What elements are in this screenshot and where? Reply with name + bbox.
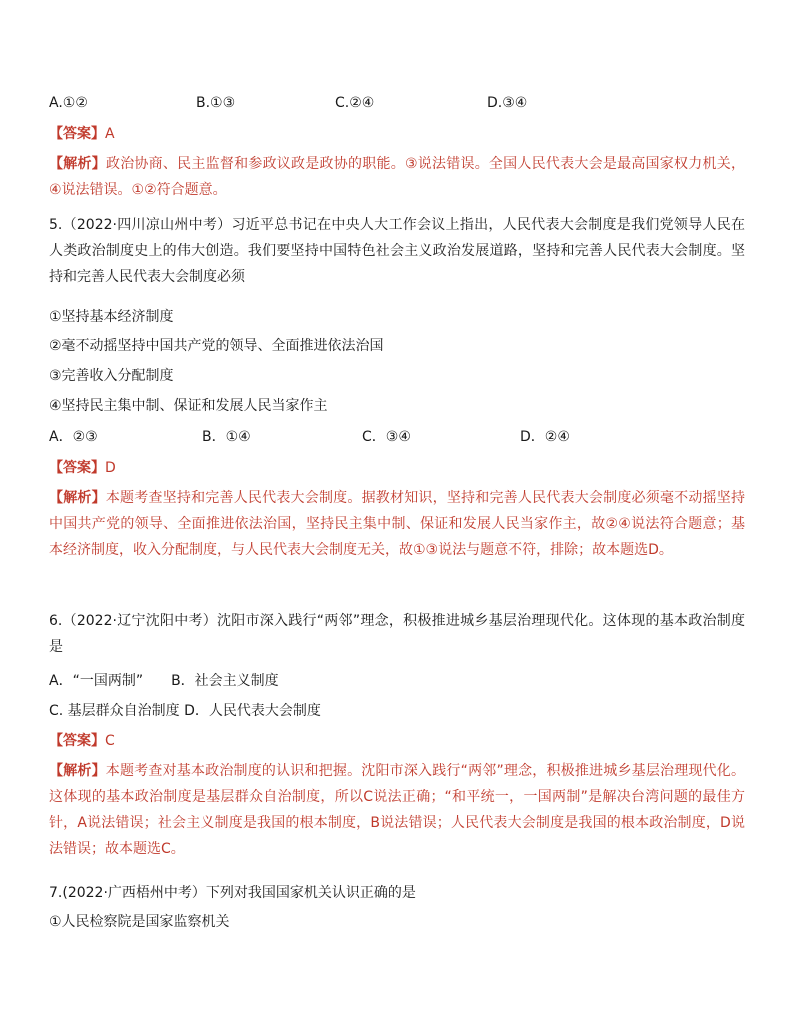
q5-option-d: D．②④ [520,429,570,445]
q5-stem: 5.（2022·四川凉山州中考）习近平总书记在中央人大工作会议上指出，人民代表大会制度是我们党领导人民在人类政治制度史上的伟大创造。我们要坚持中国特色社会主义政治发展道路，坚持和完善人民代表大会制度。坚持和完善人民代表大会制度必须 [49,217,745,285]
q5-item-3: ③完善收入分配制度 [49,368,174,384]
q5-option-b: B．①④ [202,429,251,445]
analysis-tag: 【解析】 [49,490,106,506]
q6-options-row-1: A．“一国两制” B．社会主义制度 [49,673,279,689]
q5-option-c: C．③④ [362,429,411,445]
q7-stem: 7.(2022·广西梧州中考）下列对我国国家机关认识正确的是 [49,885,416,901]
answer-value: D [105,460,116,476]
analysis-text: 本题考查对基本政治制度的认识和把握。沈阳市深入践行“两邻”理念，积极推进城乡基层治理现代化。这体现的基本政治制度是基层群众自治制度，所以C说法正确；“和平统一，一国两制”是解决台湾问题的最佳方针，A说法错误；社会主义制度是我国的根本制度，B说法错误；人民代表大会制度是我国的根本政治制度，D说法错误；故本题选C。 [49,763,745,857]
analysis-text: 本题考查坚持和完善人民代表大会制度。据教材知识，坚持和完善人民代表大会制度必须毫不动摇坚持中国共产党的领导、全面推进依法治国，坚持民主集中制、保证和发展人民当家作主，故②④说法符合题意；基本经济制度，收入分配制度，与人民代表大会制度无关，故①③说法与题意不符，排除；故本题选D。 [49,490,746,558]
q4-option-a: A.①② [49,95,88,111]
q5-option-a: A．②③ [49,429,98,445]
q4-option-d: D.③④ [487,95,528,111]
answer-tag: 【答案】 [49,460,105,476]
answer-value: A [105,126,115,142]
q5-answer [49,458,116,478]
q5-item-2: ②毫不动摇坚持中国共产党的领导、全面推进依法治国 [49,338,384,354]
q6-options-row-2: C. 基层群众自治制度 D．人民代表大会制度 [49,703,321,719]
answer-tag: 【答案】 [49,733,105,749]
q6-answer [49,731,115,751]
q4-option-c: C.②④ [335,95,375,111]
analysis-text: 政治协商、民主监督和参政议政是政协的职能。③说法错误。全国人民代表大会是最高国家权力机关，④说法错误。①②符合题意。 [49,156,745,198]
q6-stem: 6.（2022·辽宁沈阳中考）沈阳市深入践行“两邻”理念，积极推进城乡基层治理现代化。这体现的基本政治制度是 [49,613,745,655]
q4-answer [49,124,115,144]
q4-option-b: B.①③ [196,95,236,111]
q5-analysis [49,485,745,563]
answer-value: C [105,733,115,749]
q7-item-1: ①人民检察院是国家监察机关 [49,914,230,930]
answer-tag: 【答案】 [49,126,105,142]
q6-analysis [49,758,745,862]
analysis-tag: 【解析】 [49,156,106,172]
analysis-tag: 【解析】 [49,763,106,779]
q5-item-4: ④坚持民主集中制、保证和发展人民当家作主 [49,398,328,414]
q5-item-1: ①坚持基本经济制度 [49,309,174,325]
q4-analysis [49,151,745,203]
